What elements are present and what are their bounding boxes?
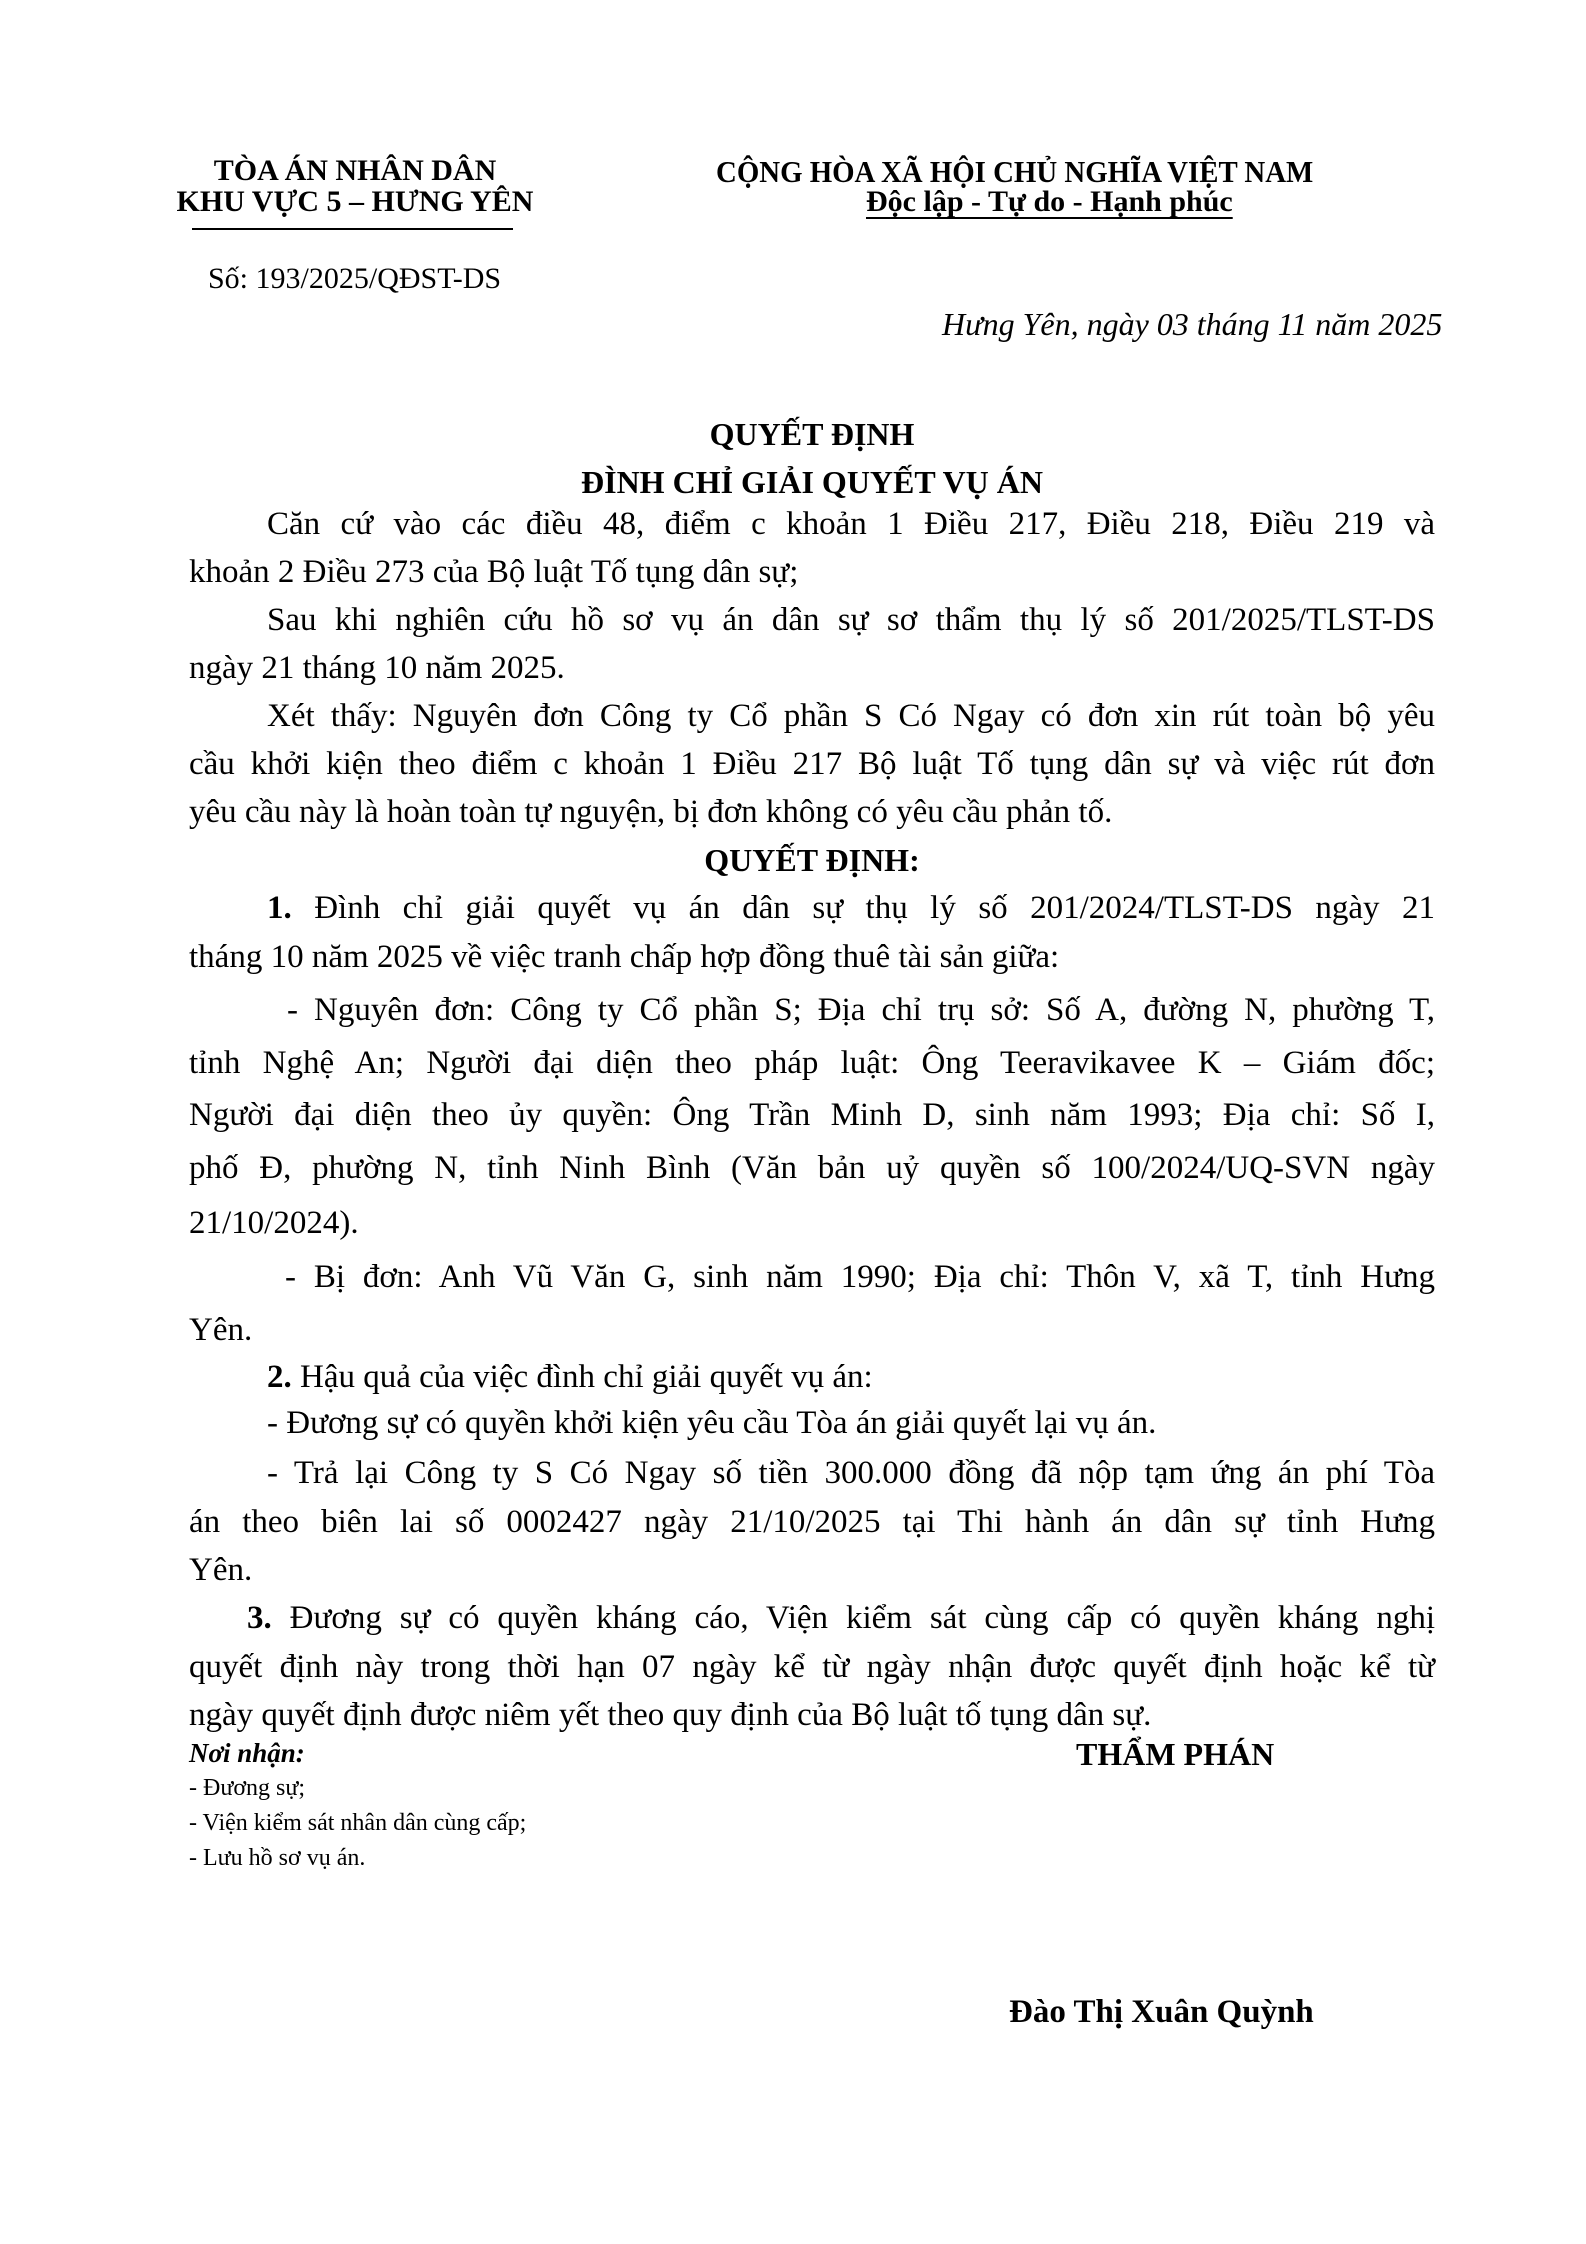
header-left-rule xyxy=(192,228,513,230)
plaintiff-line: 21/10/2024). xyxy=(189,1205,359,1241)
item-2-point: án theo biên lai số 0002427 ngày 21/10/2025 tại Thi hành án dân sự tỉnh Hưng xyxy=(189,1504,1435,1540)
plaintiff-line: tỉnh Nghệ An; Người đại diện theo pháp luật: Ông Teeravikavee K – Giám đốc; xyxy=(189,1045,1435,1081)
preamble-line: cầu khởi kiện theo điểm c khoản 1 Điều 217 Bộ luật Tố tụng dân sự và việc rút đơn xyxy=(189,746,1435,782)
item-2-point: - Trả lại Công ty S Có Ngay số tiền 300.000 đồng đã nộp tạm ứng án phí Tòa xyxy=(267,1455,1435,1491)
plaintiff-line: - Nguyên đơn: Công ty Cổ phần S; Địa chỉ trụ sở: Số A, đường N, phường T, xyxy=(287,992,1435,1028)
item-3-line: quyết định này trong thời hạn 07 ngày kể từ ngày nhận được quyết định hoặc kể từ xyxy=(189,1649,1435,1685)
court-region-post: N xyxy=(511,185,534,218)
place-and-date: Hưng Yên, ngày 03 tháng 11 năm 2025 xyxy=(942,306,1443,342)
plaintiff-line: Người đại diện theo ủy quyền: Ông Trần Minh D, sinh năm 1993; Địa chỉ: Số I, xyxy=(189,1097,1435,1133)
signatory-name: Đào Thị Xuân Quỳnh xyxy=(1009,1994,1314,2030)
recipient-item: - Lưu hồ sơ vụ án. xyxy=(189,1845,366,1871)
country-name: CỘNG HÒA XÃ HỘI CHỦ NGHĨA VIỆT NAM xyxy=(716,154,1314,189)
court-region-pre: KH xyxy=(176,185,224,218)
recipient-item: - Viện kiểm sát nhân dân cùng cấp; xyxy=(189,1810,527,1836)
signatory-role: THẨM PHÁN xyxy=(1076,1736,1275,1772)
recipients-label: Nơi nhận: xyxy=(189,1738,305,1768)
item-2-number: 2. xyxy=(267,1359,292,1395)
item-2-line xyxy=(267,1361,873,1394)
national-motto: Độc lập - Tự do - Hạnh phúc xyxy=(866,185,1233,218)
item-1-line: tháng 10 năm 2025 về việc tranh chấp hợp đồng thuê tài sản giữa: xyxy=(189,939,1060,975)
item-2-point: Yên. xyxy=(189,1552,253,1588)
preamble-line: Xét thấy: Nguyên đơn Công ty Cổ phần S Có Ngay có đơn xin rút toàn bộ yêu xyxy=(267,698,1435,734)
decision-subtitle: ĐÌNH CHỈ GIẢI QUYẾT VỤ ÁN xyxy=(581,464,1043,500)
decision-heading: QUYẾT ĐỊNH: xyxy=(704,842,920,878)
decision-title: QUYẾT ĐỊNH xyxy=(709,416,915,452)
item-3-line: ngày quyết định được niêm yết theo quy định của Bộ luật tố tụng dân sự. xyxy=(189,1697,1152,1733)
court-region xyxy=(150,187,560,217)
document-number: Số: 193/2025/QĐST-DS xyxy=(208,262,502,295)
preamble-line: Căn cứ vào các điều 48, điểm c khoản 1 Điều 217, Điều 218, Điều 219 và xyxy=(267,506,1435,542)
court-region-underlined: U VỰC 5 – HƯNG YÊ xyxy=(223,185,512,218)
plaintiff-line: phố Đ, phường N, tỉnh Ninh Bình (Văn bản uỷ quyền số 100/2024/UQ-SVN ngày xyxy=(189,1150,1435,1186)
item-3-text: Đương sự có quyền kháng cáo, Viện kiểm sát cùng cấp có quyền kháng nghị xyxy=(289,1600,1435,1636)
defendant-line: - Bị đơn: Anh Vũ Văn G, sinh năm 1990; Địa chỉ: Thôn V, xã T, tỉnh Hưng xyxy=(285,1259,1435,1295)
item-2-point: - Đương sự có quyền khởi kiện yêu cầu Tòa án giải quyết lại vụ án. xyxy=(267,1405,1157,1441)
preamble-line: khoản 2 Điều 273 của Bộ luật Tố tụng dân sự; xyxy=(189,554,799,590)
item-1-number: 1. xyxy=(267,890,292,926)
recipient-item: - Đương sự; xyxy=(189,1775,306,1801)
preamble-line: ngày 21 tháng 10 năm 2025. xyxy=(189,650,565,686)
defendant-line: Yên. xyxy=(189,1312,253,1348)
item-3-number: 3. xyxy=(247,1600,272,1636)
item-2-text: Hậu quả của việc đình chỉ giải quyết vụ án: xyxy=(300,1359,873,1395)
preamble-line: yêu cầu này là hoàn toàn tự nguyện, bị đơn không có yêu cầu phản tố. xyxy=(189,794,1113,830)
item-3-line xyxy=(247,1602,1435,1635)
item-1-line xyxy=(267,892,1435,925)
court-name: TÒA ÁN NHÂN DÂN xyxy=(213,154,497,187)
preamble-line: Sau khi nghiên cứu hồ sơ vụ án dân sự sơ thẩm thụ lý số 201/2025/TLST-DS xyxy=(267,602,1435,638)
item-1-text: Đình chỉ giải quyết vụ án dân sự thụ lý số 201/2024/TLST-DS ngày 21 xyxy=(314,890,1435,926)
